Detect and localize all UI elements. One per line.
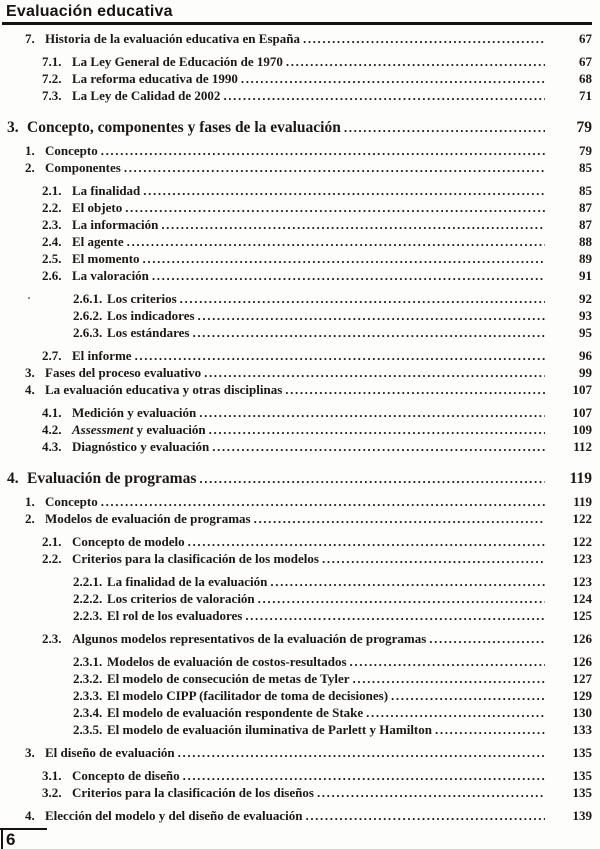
- toc-entry-row: [0, 438, 600, 455]
- entry-number: 2.2.3.: [73, 608, 103, 623]
- dot-leader: [344, 117, 545, 138]
- toc-entry-row: [0, 687, 600, 704]
- toc-entry-row: [0, 290, 600, 307]
- page-number: 127: [572, 671, 592, 686]
- entry-number: 2.1.: [42, 534, 62, 549]
- entry-number: 4.1.: [42, 405, 62, 420]
- entry-number: 4.3.: [42, 439, 62, 454]
- dot-leader: [161, 216, 545, 233]
- page-number: 85: [579, 160, 592, 175]
- toc-entry-row: [0, 704, 600, 721]
- entry-number: 2.2.1.: [73, 574, 103, 589]
- entry-title: Los estándares: [107, 325, 190, 340]
- page-number: 91: [579, 268, 592, 283]
- entry-title: [72, 421, 206, 438]
- page-number: 126: [572, 654, 592, 669]
- page-number: 107: [572, 405, 592, 420]
- toc-entry-row: [0, 630, 600, 647]
- entry-title: Elección del modelo y del diseño de evaluación: [45, 808, 303, 823]
- entry-title: El rol de los evaluadores: [107, 608, 243, 623]
- page-number: 133: [572, 722, 592, 737]
- dot-leader: [178, 744, 545, 761]
- entry-number: 3.1.: [42, 768, 62, 783]
- entry-title: Concepto de modelo: [72, 534, 185, 549]
- dot-leader: [143, 250, 545, 267]
- page-number: 87: [579, 200, 592, 215]
- dot-leader: [101, 493, 545, 510]
- entry-title: La Ley de Calidad de 2002: [72, 88, 221, 103]
- page-number: 122: [572, 511, 592, 526]
- dot-leader: [285, 381, 545, 398]
- dot-leader: [429, 630, 545, 647]
- entry-title: Historia de la evaluación educativa en España: [45, 31, 300, 46]
- page-number-folio: 6: [6, 830, 16, 849]
- toc-entry-row: [0, 250, 600, 267]
- entry-number: 2.: [25, 511, 35, 526]
- toc-entry-row: [0, 510, 600, 527]
- toc-entry-row: [0, 267, 600, 284]
- entry-title: Criterios para la clasificación de los modelos: [72, 551, 319, 566]
- entry-title: El momento: [72, 251, 140, 266]
- dot-leader: [258, 590, 545, 607]
- dot-leader: [124, 159, 545, 176]
- toc-entry-row: [0, 307, 600, 324]
- entry-number: 7.: [25, 31, 35, 46]
- page-number: 124: [572, 591, 592, 606]
- dot-leader: [101, 142, 545, 159]
- entry-number: 2.: [25, 160, 35, 175]
- toc-entry-row: [0, 590, 600, 607]
- toc-entry-row: [0, 199, 600, 216]
- dot-leader: [391, 687, 545, 704]
- entry-title: Medición y evaluación: [72, 405, 197, 420]
- toc-entry-row: [0, 721, 600, 738]
- dot-leader: [366, 704, 545, 721]
- entry-number: 2.6.2.: [73, 308, 103, 323]
- entry-number: 2.2.: [42, 551, 62, 566]
- toc-entry-row: [0, 159, 600, 176]
- toc-entry-row: [0, 573, 600, 590]
- entry-number: 3.: [25, 745, 35, 760]
- page-number: 92: [579, 291, 592, 306]
- toc-entry-row: [0, 807, 600, 824]
- entry-number: 7.1.: [42, 54, 62, 69]
- entry-number: 1.: [25, 143, 35, 158]
- page-number: 96: [579, 348, 592, 363]
- entry-title: El informe: [72, 348, 132, 363]
- toc-entry-row: [0, 87, 600, 104]
- entry-title: La finalidad: [72, 183, 141, 198]
- entry-title: Algunos modelos representativos de la evaluación de programas: [72, 631, 427, 646]
- toc-entry-row: [0, 381, 600, 398]
- entry-title-rest: y evaluación: [133, 422, 206, 437]
- toc-chapter-row: [0, 117, 600, 138]
- dot-leader: [152, 267, 545, 284]
- page-number: 88: [579, 234, 592, 249]
- entry-number: 2.2.: [42, 200, 62, 215]
- entry-title: Componentes: [45, 160, 121, 175]
- entry-number: 2.3.: [42, 631, 62, 646]
- dot-leader: [286, 53, 545, 70]
- dot-leader: [303, 30, 545, 47]
- page-number: 135: [572, 785, 592, 800]
- entry-number: 2.6.3.: [73, 325, 103, 340]
- dot-leader: [183, 767, 545, 784]
- toc-entry-row: [0, 404, 600, 421]
- entry-title: Fases del proceso evaluativo: [45, 365, 202, 380]
- entry-title: Concepto: [45, 143, 98, 158]
- page-number: 129: [572, 688, 592, 703]
- entry-number: 2.3.1.: [73, 654, 103, 669]
- page-number: 67: [579, 31, 592, 46]
- entry-title: El objeto: [72, 200, 123, 215]
- page-number: 126: [572, 631, 592, 646]
- page-number: 139: [572, 808, 592, 823]
- toc-entry-row: [0, 670, 600, 687]
- toc-entry-row: [0, 493, 600, 510]
- toc-entry-row: [0, 182, 600, 199]
- toc-entry-row: [0, 784, 600, 801]
- page-number: 119: [573, 494, 592, 509]
- entry-number: 2.1.: [42, 183, 62, 198]
- entry-number: 4.: [25, 808, 35, 823]
- page-number: 99: [579, 365, 592, 380]
- entry-title: Evaluación de programas: [27, 470, 197, 487]
- entry-title: La finalidad de la evaluación: [107, 574, 268, 589]
- toc-entry-row: [0, 653, 600, 670]
- toc-entry-row: [0, 550, 600, 567]
- entry-title: El agente: [72, 234, 124, 249]
- page-number: 130: [572, 705, 592, 720]
- toc-entry-row: [0, 421, 600, 438]
- dot-leader: [223, 87, 545, 104]
- page-number: 87: [579, 217, 592, 232]
- entry-title: El modelo de consecución de metas de Tyler: [107, 671, 350, 686]
- entry-title: El modelo de evaluación respondente de Stake: [107, 705, 364, 720]
- dot-leader: [198, 307, 545, 324]
- entry-number: 2.6.: [42, 268, 62, 283]
- entry-number: 4.: [25, 382, 35, 397]
- dot-leader: [254, 510, 545, 527]
- page-number: 123: [572, 574, 592, 589]
- entry-title: El diseño de evaluación: [45, 745, 175, 760]
- entry-title: Modelos de evaluación de programas: [45, 511, 251, 526]
- folio-bracket-vertical: [1, 828, 3, 849]
- entry-number: 2.3.: [42, 217, 62, 232]
- entry-number: 2.4.: [42, 234, 62, 249]
- page-number: 93: [579, 308, 592, 323]
- dot-leader: [135, 347, 545, 364]
- dot-leader: [204, 364, 545, 381]
- dot-leader: [143, 182, 545, 199]
- entry-title: Modelos de evaluación de costos-resultados: [107, 654, 347, 669]
- dot-leader: [127, 233, 545, 250]
- entry-title: La evaluación educativa y otras disciplinas: [45, 382, 283, 397]
- page-number: 109: [572, 422, 592, 437]
- page-number: 119: [569, 470, 592, 487]
- page-number: 89: [579, 251, 592, 266]
- dot-leader: [180, 290, 545, 307]
- entry-number: 1.: [25, 494, 35, 509]
- toc-entry-row: [0, 744, 600, 761]
- toc-entry-row: [0, 767, 600, 784]
- toc-chapter-row: [0, 468, 600, 489]
- page-number: 79: [576, 119, 592, 136]
- dot-leader: [241, 70, 545, 87]
- entry-number: 4.2.: [42, 422, 62, 437]
- entry-title: Diagnóstico y evaluación: [72, 439, 210, 454]
- dot-leader: [212, 438, 545, 455]
- entry-title: La Ley General de Educación de 1970: [72, 54, 283, 69]
- toc-entry-row: [0, 53, 600, 70]
- entry-title: El modelo de evaluación iluminativa de Parlett y Hamilton: [107, 722, 432, 737]
- dot-leader: [353, 670, 545, 687]
- toc-list: [0, 30, 600, 824]
- page-number: 79: [579, 143, 592, 158]
- dot-leader: [245, 607, 545, 624]
- dot-leader: [317, 784, 545, 801]
- entry-title: Concepto: [45, 494, 98, 509]
- page-number: 135: [572, 745, 592, 760]
- header-rule: [2, 22, 592, 25]
- toc-entry-row: [0, 607, 600, 624]
- entry-title: La reforma educativa de 1990: [72, 71, 238, 86]
- page-number: 123: [572, 551, 592, 566]
- page-number: 107: [572, 382, 592, 397]
- page-number: 125: [572, 608, 592, 623]
- toc-entry-row: [0, 347, 600, 364]
- page-number: 85: [579, 183, 592, 198]
- dot-leader: [209, 421, 545, 438]
- dot-leader: [270, 573, 545, 590]
- page-number: 68: [579, 71, 592, 86]
- page-number: 71: [579, 88, 592, 103]
- toc-entry-row: [0, 533, 600, 550]
- toc-entry-row: [0, 30, 600, 47]
- dot-leader: [305, 807, 545, 824]
- toc-entry-row: [0, 216, 600, 233]
- entry-title: Los criterios: [107, 291, 177, 306]
- page-number: 135: [572, 768, 592, 783]
- entry-title: Criterios para la clasificación de los diseños: [72, 785, 314, 800]
- toc-entry-row: [0, 324, 600, 341]
- entry-title-italic: Assessment: [72, 422, 134, 437]
- entry-number: 3.: [7, 119, 19, 136]
- entry-number: 2.3.5.: [73, 722, 103, 737]
- scan-artifact-dot: [28, 297, 30, 299]
- dot-leader: [192, 324, 545, 341]
- entry-title: Concepto, componentes y fases de la evaluación: [27, 119, 341, 136]
- dot-leader: [125, 199, 545, 216]
- entry-number: 2.3.2.: [73, 671, 103, 686]
- dot-leader: [199, 404, 545, 421]
- dot-leader: [199, 468, 545, 489]
- entry-number: 2.7.: [42, 348, 62, 363]
- page-number: 67: [579, 54, 592, 69]
- dot-leader: [322, 550, 545, 567]
- entry-number: 2.5.: [42, 251, 62, 266]
- entry-title: La información: [72, 217, 159, 232]
- entry-title: Concepto de diseño: [72, 768, 180, 783]
- dot-leader: [435, 721, 545, 738]
- entry-number: 2.3.3.: [73, 688, 103, 703]
- entry-number: 2.2.2.: [73, 591, 103, 606]
- entry-number: 2.6.1.: [73, 291, 103, 306]
- dot-leader: [350, 653, 545, 670]
- entry-number: 2.3.4.: [73, 705, 103, 720]
- entry-title: El modelo CIPP (facilitador de toma de decisiones): [107, 688, 389, 703]
- dot-leader: [188, 533, 545, 550]
- entry-number: 3.2.: [42, 785, 62, 800]
- toc-entry-row: [0, 364, 600, 381]
- running-header-title: Evaluación educativa: [6, 3, 173, 20]
- entry-title: La valoración: [72, 268, 149, 283]
- page-number: 122: [572, 534, 592, 549]
- entry-title: Los criterios de valoración: [107, 591, 255, 606]
- page-number: 112: [573, 439, 592, 454]
- entry-number: 4.: [7, 470, 19, 487]
- toc-entry-row: [0, 70, 600, 87]
- toc-entry-row: [0, 142, 600, 159]
- entry-number: 3.: [25, 365, 35, 380]
- page-number: 95: [579, 325, 592, 340]
- entry-title: Los indicadores: [107, 308, 195, 323]
- toc-entry-row: [0, 233, 600, 250]
- entry-number: 7.3.: [42, 88, 62, 103]
- entry-number: 7.2.: [42, 71, 62, 86]
